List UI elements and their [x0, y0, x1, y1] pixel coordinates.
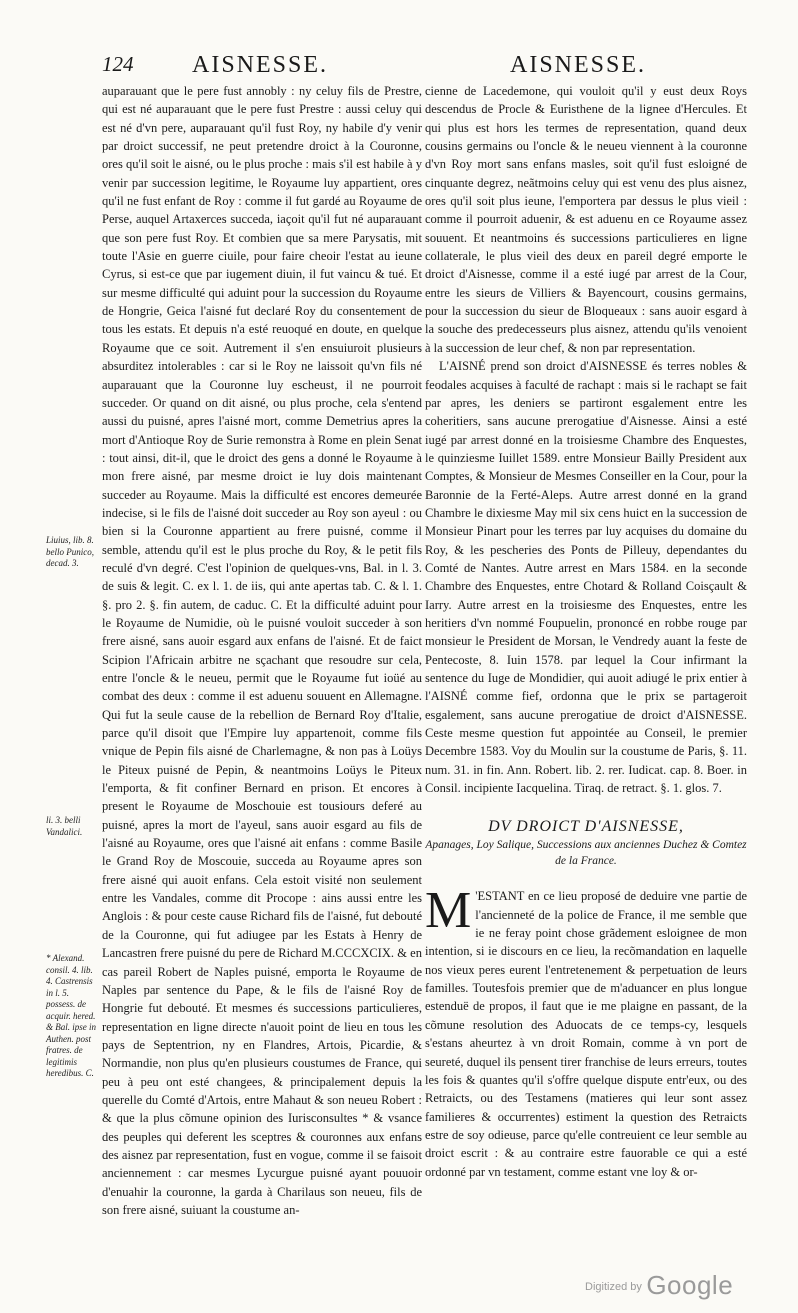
margin-note: * Alexand. consil. 4. lib. 4. Castrensis in l. 5. possess. de acquir. hered. & Bal. ipse in Authen. post fratres. de legitimis heredibus. C.	[46, 953, 96, 1078]
drop-cap: M	[425, 882, 472, 940]
running-head-left: AISNESSE.	[192, 52, 329, 78]
right-text-column	[425, 82, 747, 1242]
body-paragraph: cienne de Lacedemone, qui vouloit qu'il y eust deux Roys descendus de Procle & Euristhene de la lignee d'Hercules. Et qui plus est hors les termes de representation, quand deux cousins germains ou l'oncle & le neueu viennent à la couronne d'vn Roy mort sans enfans masles, soit qu'il fust esloigné de cinquante degrez, neãtmoins celuy qui est venu des plus aisnez, ores qu'il soit plus ieune, l'emportera par dessus le plus vieil : comme il pourroit aduenir, & est aduenu en ce Royaume assez souuent. Et neantmoins és successions particulieres en ligne collaterale, le plus vieil des deux en pareil degré emporte le droict d'Aisnesse, comme il a esté iugé par arrest de la Cour, entre les sieurs de Villiers & Bayencourt, cousins germains, pour la succession du sieur de Bloqueaux : sans auoir esgard à la souche des predecesseurs plus aisnez, attendu qu'ils venoient à la succession de leur chef, & non par representation.	[425, 84, 747, 355]
left-text-column	[102, 82, 422, 1242]
section-paragraph-text: 'ESTANT en ce lieu proposé de deduire vne partie de l'ancienneté de la police de France, il me semble que ie ne feray point chose grãdement esloignee de mon intention, si ie discours en ce lieu, la recõmandation en laquelle nos vieux peres eurent l'entretenement & perpetuation de leurs familles. Toutesfois premier que de m'aduancer en plus longue estenduë de propos, il faut que ie me plaigne en passant, de la cõmune resolution des Aduocats de ce temps-cy, lesquels s'estans aheurtez à vn droit Romain, comme à vn port de seureté, duquel ils pensent tirer franchise de leurs erreurs, toutes les fois & quantes qu'il s'offre quelque dispute entr'eux, ou des Retraicts, ou des Testamens (matieres qui leur sont assez familieres & occurrentes) estiment la question des Retraicts estre de soy odieuse, parce qu'elle contreuient ce leur semble au droict escrit : & au contraire estre fauorable ce qui a esté ordonné par vn testament, comme estant vne loy & or-	[425, 889, 747, 1179]
page-number: 124	[102, 52, 134, 76]
google-logo: Google	[646, 1270, 734, 1300]
running-head-right: AISNESSE.	[510, 52, 647, 78]
margin-note: Liuius, lib. 8. bello Punico, decad. 3.	[46, 535, 94, 568]
body-paragraph: auparauant que le pere fust annobly : ny celuy fils de Prestre, qui est né auparauant que le pere fust Prestre : aussi celuy qui est né d'vn pere, auparauant qu'il fust Roy, ny habile d'y venir par droict successif, ne peut pretendre droict à la Couronne, ores qu'il soit le aisné, ou le plus proche : mais s'il est habile à y venir par succession legitime, le Royaume luy appartient, ores qu'il ne fust enfant de Roy : comme il fut gardé au Royaume de Perse, auquel Artaxerces succeda, iaçoit qu'il fut né auparauant que son pere fust Roy. Et combien que sa mere Parysatis, mit toute l'Asie en guerre ciuile, pour faire cheoir l'estat au ieune Cyrus, si est-ce que par iugement diuin, il fut vaincu & tué. Et sur mesme difficulté qui aduint pour la succession du Royaume de Hongrie, Geica l'aisné fut declaré Roy du consentement de tous les estats. Et depuis n'a esté reuoqué en doute, en quelque Royaume que ce soit. Autrement il s'en ensuiuroit plusieurs absurditez intolerables : car si le Roy ne laissoit qu'vn fils né auparauant que la Couronne luy escheust, il ne pourroit succeder. Or quand on dit aisné, ou plus proche, cela s'entend aussi du puisné, apres l'aisné mort, comme Demetrius apres la mort d'Antioque Roy de Surie remonstra à Rome en plein Senat : tout ainsi, dit-il, que le droict des gens a donné le Royaume à mon frere aisné, par mesme droict ie luy dois maintenant succeder au Royaume. Mais la difficulté est encores demeurée indecise, si le fils de l'aisné doit succeder au Roy son ayeul : ou bien si la Couronne appartient au frere puisné, comme il semble, attendu qu'il est le plus proche du Roy, & le petit fils reculé d'vn degré. C'est l'opinion de quelques-vns, Bal. in l. 3. de suis & legit. C. ex l. 1. de iis, qui ante apertas tab. C. & l. 1. §. pro 2. §. fin autem, de caduc. C. Et la difficulté aduint pour le Royaume de Numidie, où le puisné vouloit succeder à son frere aisné, sans auoir esgard aux enfans de l'aisné. Et de faict Scipion l'Africain arbitre ne sçachant que resoudre sur cela, entre l'oncle & le neueu, permit que le Royaume fut ioüé au combat des deux : comme il est aduenu souuent en Allemagne. Qui fut la seule cause de la rebellion de Bernard Roy d'Italie, parce qu'il disoit que l'Empire luy appartenoit, comme fils vnique de Pepin fils aisné de Charlemagne, & non pas à Loüys le Piteux puisné de Pepin, & neantmoins Loüys le Piteux l'emporta, & fit confiner Bernard en prison. Et encores à present le Royaume de Moschouie est tousiours deferé au puisné, apres la mort de l'ayeul, sans auoir esgard au fils de l'aisné au Royaume, ores que l'aisné ait enfans : comme Basile le Grand Roy de Moscouie, succeda au Royaume apres son frere aisné qui auoit enfans. Cela estoit visité non seulement entre les Vandales, comme dit Procope : ains aussi entre les Anglois : & pour ceste cause Richard fils de l'aisné, fut debouté de la Couronne, qui fut adiugee par les Estats à Henry de Lancastren frere puisné du pere de Richard M.CCCXCIX. & en cas pareil Robert de Naples puisné, emporta le Royaume de Naples par sentence du Pape, & le fils de l'aisné Roy de Hongrie fut debouté. Et mesmes és successions particulieres, representation en ligne directe n'auoit point de lieu en tous les pays de Septentrion, ny en Flandres, Artois, Picardie, & Normandie, non plus qu'en plusieurs coustumes de France, qui peu à peu ont esté changees, & principalement depuis la querelle du Comté d'Artois, entre Mahaut & son neueu Robert : & que la plus cõmune opinion des Iurisconsultes * & vsance des peuples qui deferent les sceptres & couronnes aux enfans des aisnez par representation, fust en vogue, comme il se faisoit anciennement : car mesmes Lycurgue puisné ayant pouuoir d'enuahir la couronne, la garda à Charilaus son neueu, fils de son frere aisné, suiuant la coustume an-	[102, 84, 422, 1217]
body-paragraph: L'AISNÉ prend son droict d'AISNESSE és terres nobles & feodales acquises à faculté de rachapt : mais si le rachapt se fait par apres, les deniers se partiront esgalement entre les coheritiers, sans aucune prerogatiue d'Aisnesse. Ainsi a esté iugé par arrest donné en la troisiesme Chambre des Enquestes, le quinziesme Iuillet 1589. entre Monsieur Bailly President aux Comptes, & Monsieur de Mesmes Conseiller en la Cour, pour la Baronnie de la Ferté-Aleps. Autre arrest donné en la grand Chambre le dixiesme May mil six cens huict en la succession de Monsieur Pinart pour les terres par luy acquises du domaine du Roy, & les pescheries des Ponts de Pilleuy, dependantes du Comté de Nantes. Autre arrest en Mars 1584. en la seconde Chambre des Enquestes, entre Chotard & Rolland Coisçault & Iarry. Autre arrest en la troisiesme des Enquestes, entre les heritiers d'vn nommé Foupuelin, prononcé en robbe rouge par monsieur le President de Morsan, le Vendredy auant la feste de Pentecoste, 8. Iuin 1578. par lequel la Cour infirmant la sentence du Iuge de Mondidier, qui auoit adiugé le prix entier à l'AISNÉ comme fief, ordonna que le prix se partageroit esgalement, sans aucune prerogatiue de droict d'AISNESSE. Ceste mesme question fut appointée au Conseil, le premier Decembre 1583. Voy du Moulin sur la coustume de Paris, §. 11. num. 31. in fin. Ann. Robert. lib. 2. rer. Iudicat. cap. 8. Boer. in Consil. incipiente Iacquelina. Tiraq. de retract. §. 1. glos. 7.	[425, 359, 747, 796]
digitized-watermark	[585, 1270, 733, 1301]
watermark-prefix: Digitized by	[585, 1281, 642, 1293]
section-heading: DV DROICT D'AISNESSE,	[488, 818, 684, 836]
page-header	[102, 52, 752, 86]
section-subheading: Apanages, Loy Salique, Successions aux anciennes Duchez & Comtez de la France.	[425, 839, 747, 868]
margin-note: li. 3. belli Vandalici.	[46, 815, 83, 837]
section-paragraph	[425, 882, 747, 1181]
